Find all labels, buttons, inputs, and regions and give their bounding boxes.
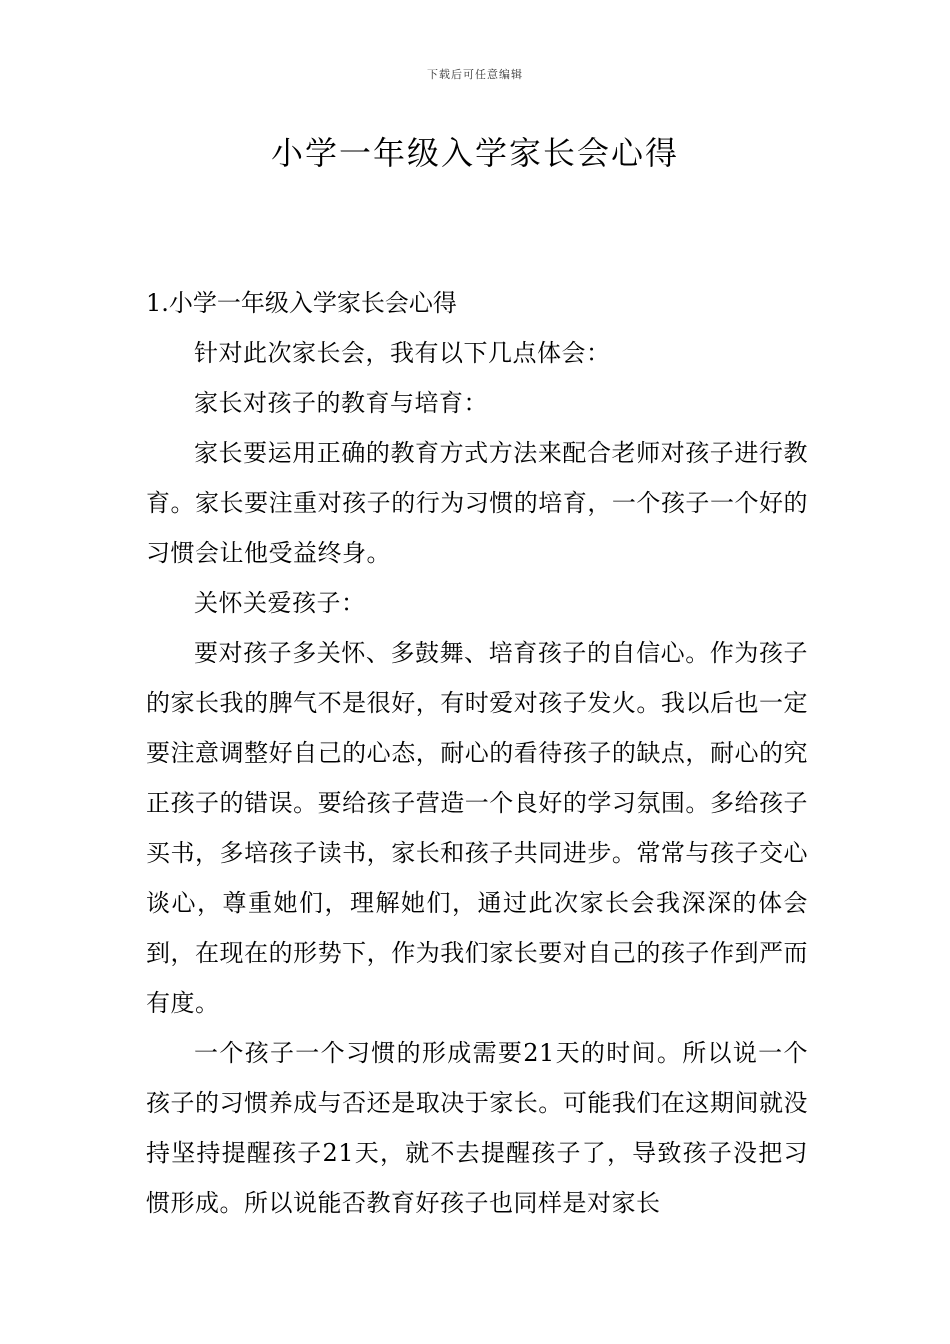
paragraph-subheading-care: 关怀关爱孩子： xyxy=(194,589,366,617)
section-heading: 1.小学一年级入学家长会心得 xyxy=(146,289,457,317)
header-note: 下载后可任意编辑 xyxy=(427,68,523,81)
paragraph-education: 家长要运用正确的教育方式方法来配合老师对孩子进行教育。家长要注重对孩子的行为习惯的培育，一个孩子一个好的习惯会让他受益终身。 xyxy=(146,439,808,567)
document-title: 小学一年级入学家长会心得 xyxy=(270,134,679,172)
paragraph-habits: 一个孩子一个习惯的形成需要21天的时间。所以说一个孩子的习惯养成与否还是取决于家长。可能我们在这期间就没持坚持提醒孩子21天，就不去提醒孩子了，导致孩子没把习惯形成。所以说能否教育好孩子也同样是对家长 xyxy=(146,1039,808,1217)
paragraph-intro: 针对此次家长会，我有以下几点体会： xyxy=(194,339,611,367)
document-body xyxy=(146,278,808,1228)
paragraph-care: 要对孩子多关怀、多鼓舞、培育孩子的自信心。作为孩子的家长我的脾气不是很好，有时爱对孩子发火。我以后也一定要注意调整好自己的心态，耐心的看待孩子的缺点，耐心的究正孩子的错误。要给孩子营造一个良好的学习氛围。多给孩子买书，多培孩子读书，家长和孩子共同进步。常常与孩子交心谈心，尊重她们，理解她们，通过此次家长会我深深的体会到，在现在的形势下，作为我们家长要对自己的孩子作到严而有度。 xyxy=(146,639,808,1017)
paragraph-subheading-education: 家长对孩子的教育与培育： xyxy=(194,389,488,417)
